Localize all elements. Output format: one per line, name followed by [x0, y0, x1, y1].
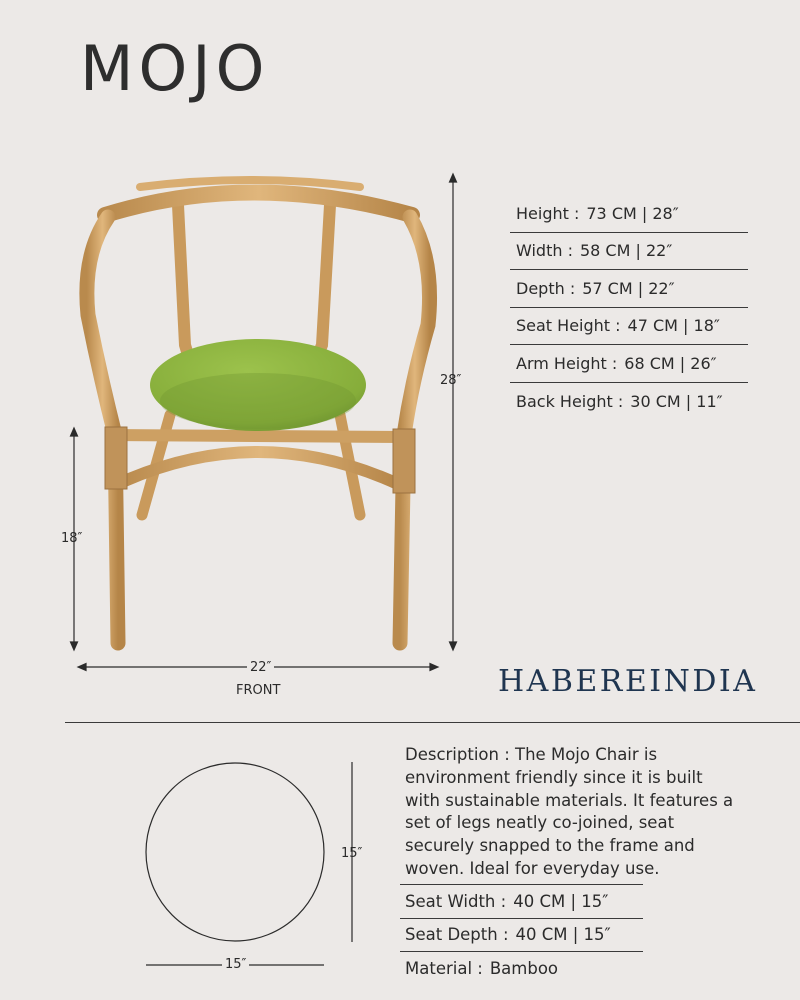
spec-row-back-height: Back Height : 30 CM | 11″ — [516, 391, 723, 411]
seat-diameter-horizontal-label: 15″ — [222, 957, 249, 972]
height-dimension-label: 28″ — [440, 373, 462, 388]
spec-row-height: Height : 73 CM | 28″ — [510, 195, 748, 233]
product-title: MOJO — [80, 32, 270, 105]
spec-row-seat-width: Seat Width : 40 CM | 15″ — [400, 884, 643, 918]
width-dimension-label: 22″ — [247, 660, 274, 675]
front-view-label: FRONT — [236, 683, 281, 698]
spec-row-material: Material : Bamboo — [400, 951, 643, 985]
seat-diameter-vertical-label: 15″ — [341, 846, 363, 861]
product-description: Description : The Mojo Chair is environment friendly since it is built with sustainable materials. It features a set of legs neatly co-joined, seat securely snapped to the frame and woven. Ideal for everyday use. — [405, 745, 734, 878]
spec-row-seat-depth: Seat Depth : 40 CM | 15″ — [400, 918, 643, 952]
section-divider — [65, 722, 800, 723]
spec-row-width: Width : 58 CM | 22″ — [510, 233, 748, 271]
brand-logo: HABEREINDIA — [498, 664, 758, 699]
spec-row-seat-height: Seat Height : 47 CM | 18″ — [510, 308, 748, 346]
spec-row-depth: Depth : 57 CM | 22″ — [510, 270, 748, 308]
seat-spec-table — [400, 884, 643, 985]
spec-row-arm-height: Arm Height : 68 CM | 26″ — [510, 345, 748, 383]
seat-height-dimension-label: 18″ — [61, 531, 83, 546]
seat-top-view-circle — [146, 763, 324, 941]
spec-table — [510, 195, 748, 420]
